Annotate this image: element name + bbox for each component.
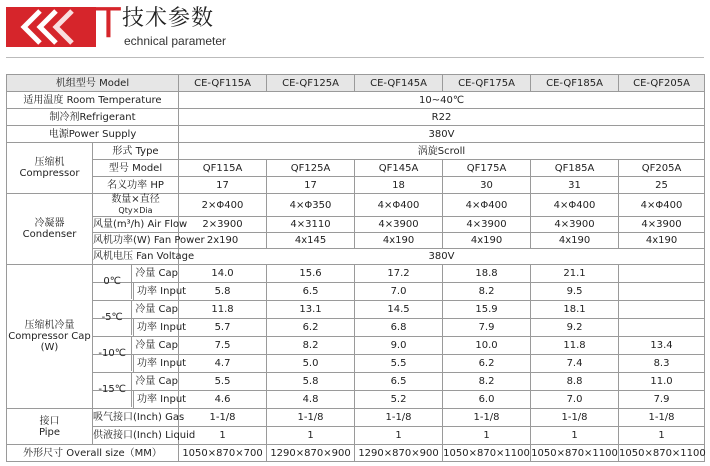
table-cell: 6.8: [355, 319, 443, 337]
table-cell: 18: [355, 177, 443, 194]
table-row-condenser-qty: [7, 194, 705, 217]
capacity-label-cn: 压缩机冷量: [24, 320, 75, 331]
table-cell: 4.8: [267, 391, 355, 409]
title-initial-letter: T: [95, 0, 122, 47]
row-label-compressor-model: 型号 Model: [93, 160, 179, 177]
table-cell: 1-1/8: [531, 409, 619, 427]
table-row-compressor-hp: [7, 177, 705, 194]
table-cell: 5.8: [179, 283, 267, 301]
table-cell: 5.2: [355, 391, 443, 409]
row-label-power-supply: 电源Power Supply: [7, 126, 179, 143]
table-cell: 1: [531, 427, 619, 445]
condenser-label-en: Condenser: [22, 229, 77, 240]
table-cell: 4×3900: [443, 217, 531, 233]
model-header-2: CE-QF125A: [267, 75, 355, 92]
table-cell: 4.6: [179, 391, 267, 409]
qty-label-cn: 数量×直径: [111, 194, 160, 205]
table-cell: 15.6: [267, 265, 355, 283]
table-cell: 11.8: [531, 337, 619, 355]
table-cell: QF125A: [267, 160, 355, 177]
table-cell: 4×3900: [531, 217, 619, 233]
table-cell: 1-1/8: [443, 409, 531, 427]
temp-label: 0℃: [93, 265, 132, 299]
table-cell: 9.2: [531, 319, 619, 337]
brand-chevron-logo: [6, 7, 96, 47]
table-cell: 1: [443, 427, 531, 445]
table-cell: 9.0: [355, 337, 443, 355]
table-row-cap-m10c: [7, 337, 705, 355]
table-cell: 13.4: [619, 337, 705, 355]
table-row-condenser-fanvoltage: [7, 249, 705, 265]
refrigerant-value: R22: [179, 109, 705, 126]
compressor-label-cn: 压缩机: [34, 157, 65, 168]
table-cell: 6.0: [443, 391, 531, 409]
table-cell: 7.0: [531, 391, 619, 409]
table-row-condenser-fanpower: [7, 233, 705, 249]
table-cell: 14.0: [179, 265, 267, 283]
input-label: 功率 Input: [133, 319, 178, 336]
table-cell: 4x190: [355, 233, 443, 249]
pipe-group-label: [7, 409, 93, 445]
cap-label: 冷量 Cap: [135, 376, 179, 387]
pipe-label-en: Pipe: [38, 426, 61, 438]
table-cell: 6.2: [443, 355, 531, 373]
row-label-compressor-hp: 名义功率 HP: [93, 177, 179, 194]
table-row-cap-m15c: [7, 373, 705, 391]
table-row-condenser-airflow: [7, 217, 705, 233]
table-cell: QF185A: [531, 160, 619, 177]
power-supply-value: 380V: [179, 126, 705, 143]
table-cell: 1-1/8: [179, 409, 267, 427]
table-cell: 5.7: [179, 319, 267, 337]
table-cell: 2×Φ400: [179, 194, 267, 217]
row-label-refrigerant: 制冷剂Refrigerant: [7, 109, 179, 126]
table-row-cap-m5c: [7, 301, 705, 319]
qty-label-en: Qty×Dia: [118, 206, 153, 215]
table-cell: 21.1: [531, 265, 619, 283]
table-cell: 7.0: [355, 283, 443, 301]
table-cell: 31: [531, 177, 619, 194]
model-header-4: CE-QF175A: [443, 75, 531, 92]
row-label-condenser-airflow: 风量(m³/h) Air Flow: [93, 217, 179, 233]
table-cell: [619, 283, 705, 301]
table-cell: 4x190: [531, 233, 619, 249]
table-cell: 4×3900: [355, 217, 443, 233]
table-cell: 7.9: [443, 319, 531, 337]
capacity-group-label: [7, 265, 93, 409]
table-row-cap-0c: [7, 265, 705, 283]
table-cell: 6.5: [355, 373, 443, 391]
table-cell: 4×3900: [619, 217, 705, 233]
table-cell: [619, 319, 705, 337]
condenser-fanvoltage-value: 380V: [179, 249, 705, 265]
table-cell: 2×3900: [179, 217, 267, 233]
table-cell: 4x190: [619, 233, 705, 249]
table-cell: 1: [619, 427, 705, 445]
table-cell: 1: [267, 427, 355, 445]
page-title: 技术参数: [122, 6, 215, 31]
temp-label: -5℃: [93, 301, 132, 335]
condenser-label-cn: 冷凝器: [34, 218, 65, 229]
table-cell: 4×Φ400: [355, 194, 443, 217]
table-cell: 8.3: [619, 355, 705, 373]
table-cell: 4×Φ350: [267, 194, 355, 217]
table-cell: 6.2: [267, 319, 355, 337]
compressor-group-label: [7, 143, 93, 194]
table-cell: 5.5: [355, 355, 443, 373]
header-banner: [0, 0, 710, 70]
table-cell: 1050×870×1100: [531, 445, 619, 462]
table-cell: 8.2: [443, 373, 531, 391]
room-temp-value: 10~40℃: [179, 92, 705, 109]
table-cell: 1-1/8: [355, 409, 443, 427]
spec-table: [6, 74, 705, 462]
table-cell: 8.2: [443, 283, 531, 301]
compressor-label-en: Compressor: [19, 168, 80, 179]
table-cell: 18.1: [531, 301, 619, 319]
table-cell: 1-1/8: [619, 409, 705, 427]
table-cell: 14.5: [355, 301, 443, 319]
table-cell: 1: [355, 427, 443, 445]
pipe-label-cn: 接口: [39, 415, 60, 427]
temp-label: -15℃: [93, 373, 132, 407]
table-cell: 9.5: [531, 283, 619, 301]
table-cell: 1-1/8: [267, 409, 355, 427]
temp-cell: [93, 301, 179, 323]
table-row-power-supply: [7, 126, 705, 143]
capacity-label-unit: (W): [40, 342, 59, 353]
table-cell: 11.0: [619, 373, 705, 391]
row-label-pipe-gas: 吸气接口(Inch) Gas: [93, 409, 179, 427]
temp-cell: [93, 337, 179, 359]
input-label: 功率 Input: [133, 391, 178, 408]
input-label: 功率 Input: [133, 283, 178, 300]
table-row-model: [7, 75, 705, 92]
model-header-1: CE-QF115A: [179, 75, 267, 92]
table-cell: 17.2: [355, 265, 443, 283]
row-label-model: 机组型号 Model: [7, 75, 179, 92]
model-header-6: CE-QF205A: [619, 75, 705, 92]
table-row-room-temp: [7, 92, 705, 109]
row-label-overall-size: 外形尺寸 Overall size（MM）: [7, 445, 179, 462]
table-row-compressor-type: [7, 143, 705, 160]
table-row-overall-size: [7, 445, 705, 462]
table-cell: 2x190: [179, 233, 267, 249]
row-label-compressor-type: 形式 Type: [93, 143, 179, 160]
table-cell: 1: [179, 427, 267, 445]
table-cell: 8.8: [531, 373, 619, 391]
table-cell: 4×Φ400: [619, 194, 705, 217]
table-cell: 1050×870×1100: [619, 445, 705, 462]
table-cell: 1290×870×900: [355, 445, 443, 462]
table-cell: 1050×870×700: [179, 445, 267, 462]
table-cell: 18.8: [443, 265, 531, 283]
table-cell: 17: [179, 177, 267, 194]
capacity-label-en: Compressor Cap: [8, 331, 91, 342]
table-cell: 10.0: [443, 337, 531, 355]
table-row-pipe-gas: [7, 409, 705, 427]
table-cell: 4.7: [179, 355, 267, 373]
page-subtitle: echnical parameter: [124, 34, 227, 48]
condenser-group-label: [7, 194, 93, 265]
table-cell: 4×Φ400: [443, 194, 531, 217]
temp-cell: [93, 373, 179, 395]
table-row-pipe-liquid: [7, 427, 705, 445]
table-cell: 5.0: [267, 355, 355, 373]
input-label: 功率 Input: [133, 355, 178, 372]
row-label-room-temp: 适用温度 Room Temperature: [7, 92, 179, 109]
table-cell: 7.5: [179, 337, 267, 355]
row-label-condenser-qty: [93, 194, 179, 217]
table-cell: 4x145: [267, 233, 355, 249]
row-label-condenser-fanpower: 风机功率(W) Fan Power: [93, 233, 179, 249]
table-cell: 13.1: [267, 301, 355, 319]
double-chevron-icon: [6, 7, 96, 47]
compressor-type-value: 涡旋Scroll: [179, 143, 705, 160]
cap-label: 冷量 Cap: [135, 340, 179, 351]
table-cell: 15.9: [443, 301, 531, 319]
row-label-condenser-fanvoltage: 风机电压 Fan Voltage: [93, 249, 179, 265]
table-cell: 1050×870×1100: [443, 445, 531, 462]
model-header-5: CE-QF185A: [531, 75, 619, 92]
temp-label: -10℃: [93, 337, 132, 371]
table-cell: [619, 265, 705, 283]
table-cell: 5.5: [179, 373, 267, 391]
cap-label: 冷量 Cap: [135, 268, 179, 279]
table-cell: 6.5: [267, 283, 355, 301]
table-cell: QF115A: [179, 160, 267, 177]
table-cell: 25: [619, 177, 705, 194]
table-cell: 4×Φ400: [531, 194, 619, 217]
table-cell: 8.2: [267, 337, 355, 355]
row-label-pipe-liquid: 供液接口(Inch) Liquid: [93, 427, 179, 445]
table-cell: QF145A: [355, 160, 443, 177]
table-cell: 4x190: [443, 233, 531, 249]
temp-cell: [93, 265, 179, 287]
table-cell: 7.9: [619, 391, 705, 409]
table-cell: QF175A: [443, 160, 531, 177]
table-row-compressor-model: [7, 160, 705, 177]
table-cell: 4×3110: [267, 217, 355, 233]
header-divider: [6, 57, 704, 58]
model-header-3: CE-QF145A: [355, 75, 443, 92]
table-cell: 7.4: [531, 355, 619, 373]
table-cell: 17: [267, 177, 355, 194]
table-cell: QF205A: [619, 160, 705, 177]
table-cell: 30: [443, 177, 531, 194]
cap-label: 冷量 Cap: [135, 304, 179, 315]
table-cell: [619, 301, 705, 319]
table-row-refrigerant: [7, 109, 705, 126]
table-cell: 1290×870×900: [267, 445, 355, 462]
table-cell: 5.8: [267, 373, 355, 391]
table-cell: 11.8: [179, 301, 267, 319]
